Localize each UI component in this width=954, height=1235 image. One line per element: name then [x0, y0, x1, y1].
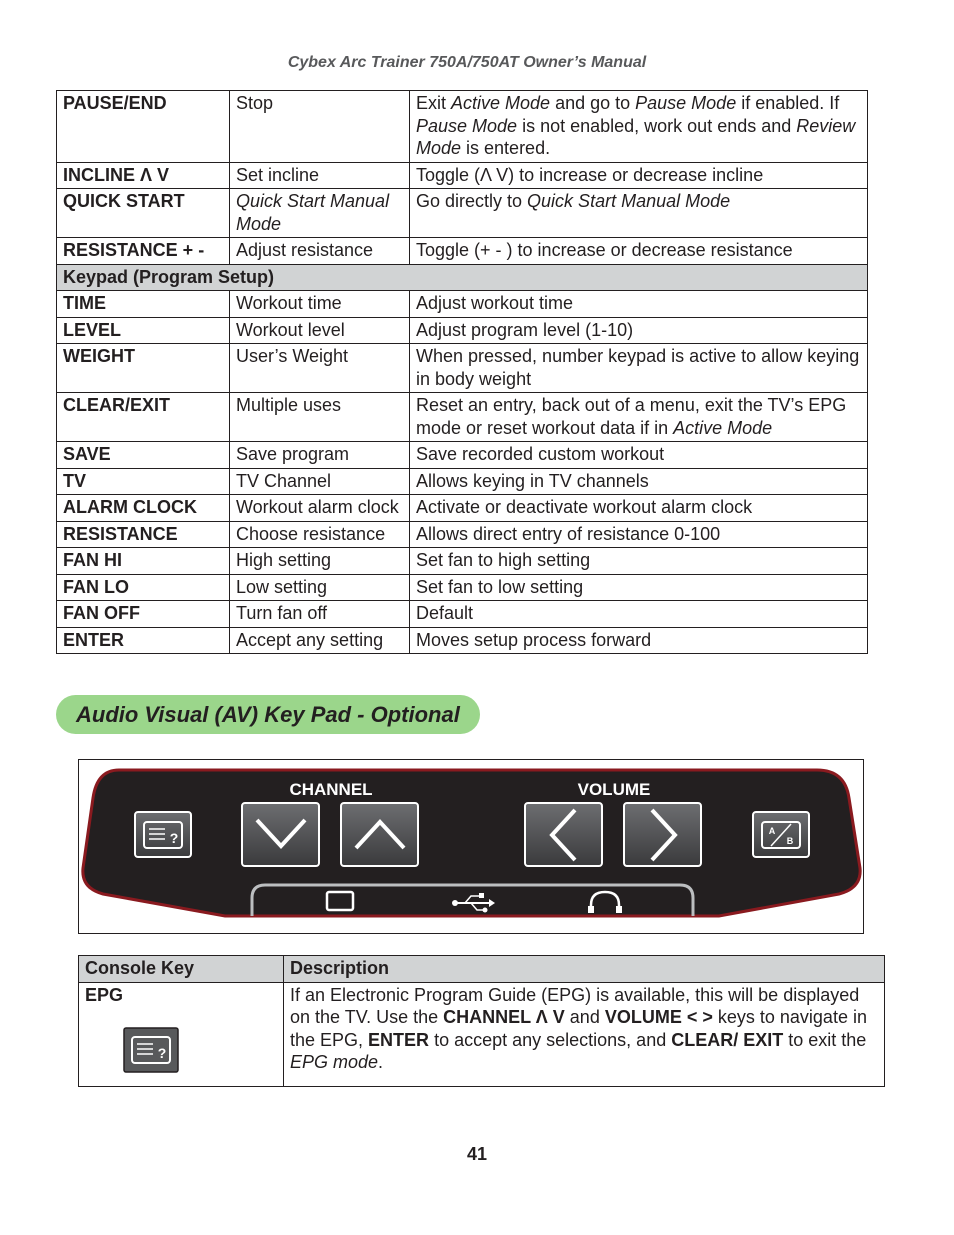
key-description	[410, 91, 868, 163]
channel-up-icon[interactable]	[341, 803, 418, 866]
table-row	[57, 291, 868, 318]
text-run: is entered.	[461, 138, 551, 158]
av-keypad-figure	[78, 759, 864, 934]
key-description: Allows keying in TV channels	[410, 468, 868, 495]
text-run: Pause Mode	[635, 93, 737, 113]
key-name: TV	[57, 468, 230, 495]
text-run: and	[564, 1007, 605, 1027]
key-function: Multiple uses	[230, 393, 410, 442]
key-description	[410, 393, 868, 442]
key-description: When pressed, number keypad is active to allow keying in body weight	[410, 344, 868, 393]
table-row	[57, 162, 868, 189]
epg-glyph: ?	[169, 830, 179, 846]
key-name: CLEAR/EXIT	[57, 393, 230, 442]
channel-down-icon[interactable]	[242, 803, 319, 866]
table-row	[57, 495, 868, 522]
text-run: to accept any selections, and	[429, 1029, 672, 1050]
channel-label: CHANNEL	[289, 780, 373, 799]
key-description: Toggle (+ - ) to increase or decrease resistance	[410, 238, 868, 265]
table-row	[57, 574, 868, 601]
key-function: Save program	[230, 442, 410, 469]
table-row	[57, 627, 868, 654]
table-row	[57, 548, 868, 575]
section-row	[57, 264, 868, 291]
table-row	[57, 521, 868, 548]
text-run: Pause Mode	[416, 115, 518, 136]
table-row	[57, 601, 868, 628]
key-function: Quick Start Manual Mode	[230, 189, 410, 238]
text-run: is not enabled, work out ends and	[517, 115, 797, 136]
text-run: keys to navigate in the EPG,	[290, 1007, 867, 1050]
key-function: Workout alarm clock	[230, 495, 410, 522]
text-run: to exit the	[783, 1029, 867, 1050]
key-description: Allows direct entry of resistance 0-100	[410, 521, 868, 548]
key-description	[410, 189, 868, 238]
text-run: VOLUME < >	[604, 1007, 713, 1027]
key-function: Turn fan off	[230, 601, 410, 628]
ab-letter-a: A	[768, 826, 776, 836]
table-row	[57, 344, 868, 393]
key-function: Accept any setting	[230, 627, 410, 654]
key-description: Moves setup process forward	[410, 627, 868, 654]
key-description: Set fan to high setting	[410, 548, 868, 575]
key-name: TIME	[57, 291, 230, 318]
text-run: Reset an entry, back out of a menu, exit the TV’s EPG mode or reset workout data if in	[416, 395, 847, 438]
text-run: EPG mode	[290, 1052, 379, 1072]
table-row	[57, 393, 868, 442]
volume-up-icon[interactable]	[624, 803, 701, 866]
text-run: CHANNEL Λ V	[443, 1007, 565, 1027]
key-function: Low setting	[230, 574, 410, 601]
key-name: ALARM CLOCK	[57, 495, 230, 522]
table-row	[57, 442, 868, 469]
text-run: If an Electronic Program Guide (EPG) is available, this will be displayed on the TV. Use the	[290, 984, 860, 1027]
av-keypad-illustration	[79, 760, 863, 933]
key-name: PAUSE/END	[57, 91, 230, 163]
text-run: .	[378, 1052, 384, 1072]
key-function: Workout time	[230, 291, 410, 318]
key-name: ENTER	[57, 627, 230, 654]
key-name: FAN HI	[57, 548, 230, 575]
text-run: Go directly to	[416, 191, 528, 211]
column-header: Console Key	[79, 956, 284, 983]
key-description: Activate or deactivate workout alarm clock	[410, 495, 868, 522]
key-name: INCLINE Λ V	[57, 162, 230, 189]
ab-icon[interactable]	[753, 812, 809, 857]
text-run: Quick Start Manual Mode	[527, 191, 731, 211]
epg-icon	[123, 1027, 179, 1073]
volume-down-icon[interactable]	[525, 803, 602, 866]
panel-body	[83, 770, 860, 916]
key-function: TV Channel	[230, 468, 410, 495]
section-title: Audio Visual (AV) Key Pad - Optional	[56, 695, 480, 734]
console-key-description	[284, 982, 885, 1086]
key-function: Set incline	[230, 162, 410, 189]
epg-icon[interactable]	[135, 812, 191, 857]
key-function: Workout level	[230, 317, 410, 344]
page-number: 41	[466, 1144, 488, 1164]
console-key-table	[78, 955, 885, 1087]
text-run: and go to	[550, 93, 636, 113]
key-function-table	[56, 90, 868, 654]
key-name: QUICK START	[57, 189, 230, 238]
text-run: ENTER	[368, 1029, 430, 1050]
key-description: Save recorded custom workout	[410, 442, 868, 469]
key-description: Toggle (Λ V) to increase or decrease incline	[410, 162, 868, 189]
epg-glyph: ?	[157, 1044, 167, 1061]
text-run: if enabled. If	[736, 93, 840, 113]
table-row	[57, 317, 868, 344]
key-description: Adjust workout time	[410, 291, 868, 318]
table-row	[79, 982, 885, 1086]
text-run: Exit	[416, 93, 452, 113]
table-row	[57, 91, 868, 163]
table-row	[57, 468, 868, 495]
text-run: Active Mode	[673, 417, 773, 438]
key-function: Adjust resistance	[230, 238, 410, 265]
key-description: Default	[410, 601, 868, 628]
text-run: CLEAR/ EXIT	[671, 1029, 784, 1050]
table-row	[57, 238, 868, 265]
table-row	[57, 189, 868, 238]
key-name: WEIGHT	[57, 344, 230, 393]
key-name: RESISTANCE	[57, 521, 230, 548]
key-name: FAN OFF	[57, 601, 230, 628]
console-key-cell	[79, 982, 284, 1086]
text-run: Active Mode	[451, 93, 551, 113]
key-name: RESISTANCE + -	[57, 238, 230, 265]
text-run: Review Mode	[416, 115, 856, 158]
key-description: Set fan to low setting	[410, 574, 868, 601]
key-function: User’s Weight	[230, 344, 410, 393]
table-header-row	[79, 956, 885, 983]
key-function: High setting	[230, 548, 410, 575]
key-name: LEVEL	[57, 317, 230, 344]
volume-label: VOLUME	[577, 780, 651, 799]
ab-letter-b: B	[786, 836, 794, 846]
key-function: Choose resistance	[230, 521, 410, 548]
key-description: Adjust program level (1-10)	[410, 317, 868, 344]
column-header: Description	[284, 956, 885, 983]
key-name: FAN LO	[57, 574, 230, 601]
running-header: Cybex Arc Trainer 750A/750AT Owner’s Manual	[287, 54, 647, 71]
key-name: SAVE	[57, 442, 230, 469]
console-key-name: EPG	[85, 984, 124, 1005]
key-function: Stop	[230, 91, 410, 163]
section-label: Keypad (Program Setup)	[57, 264, 868, 291]
